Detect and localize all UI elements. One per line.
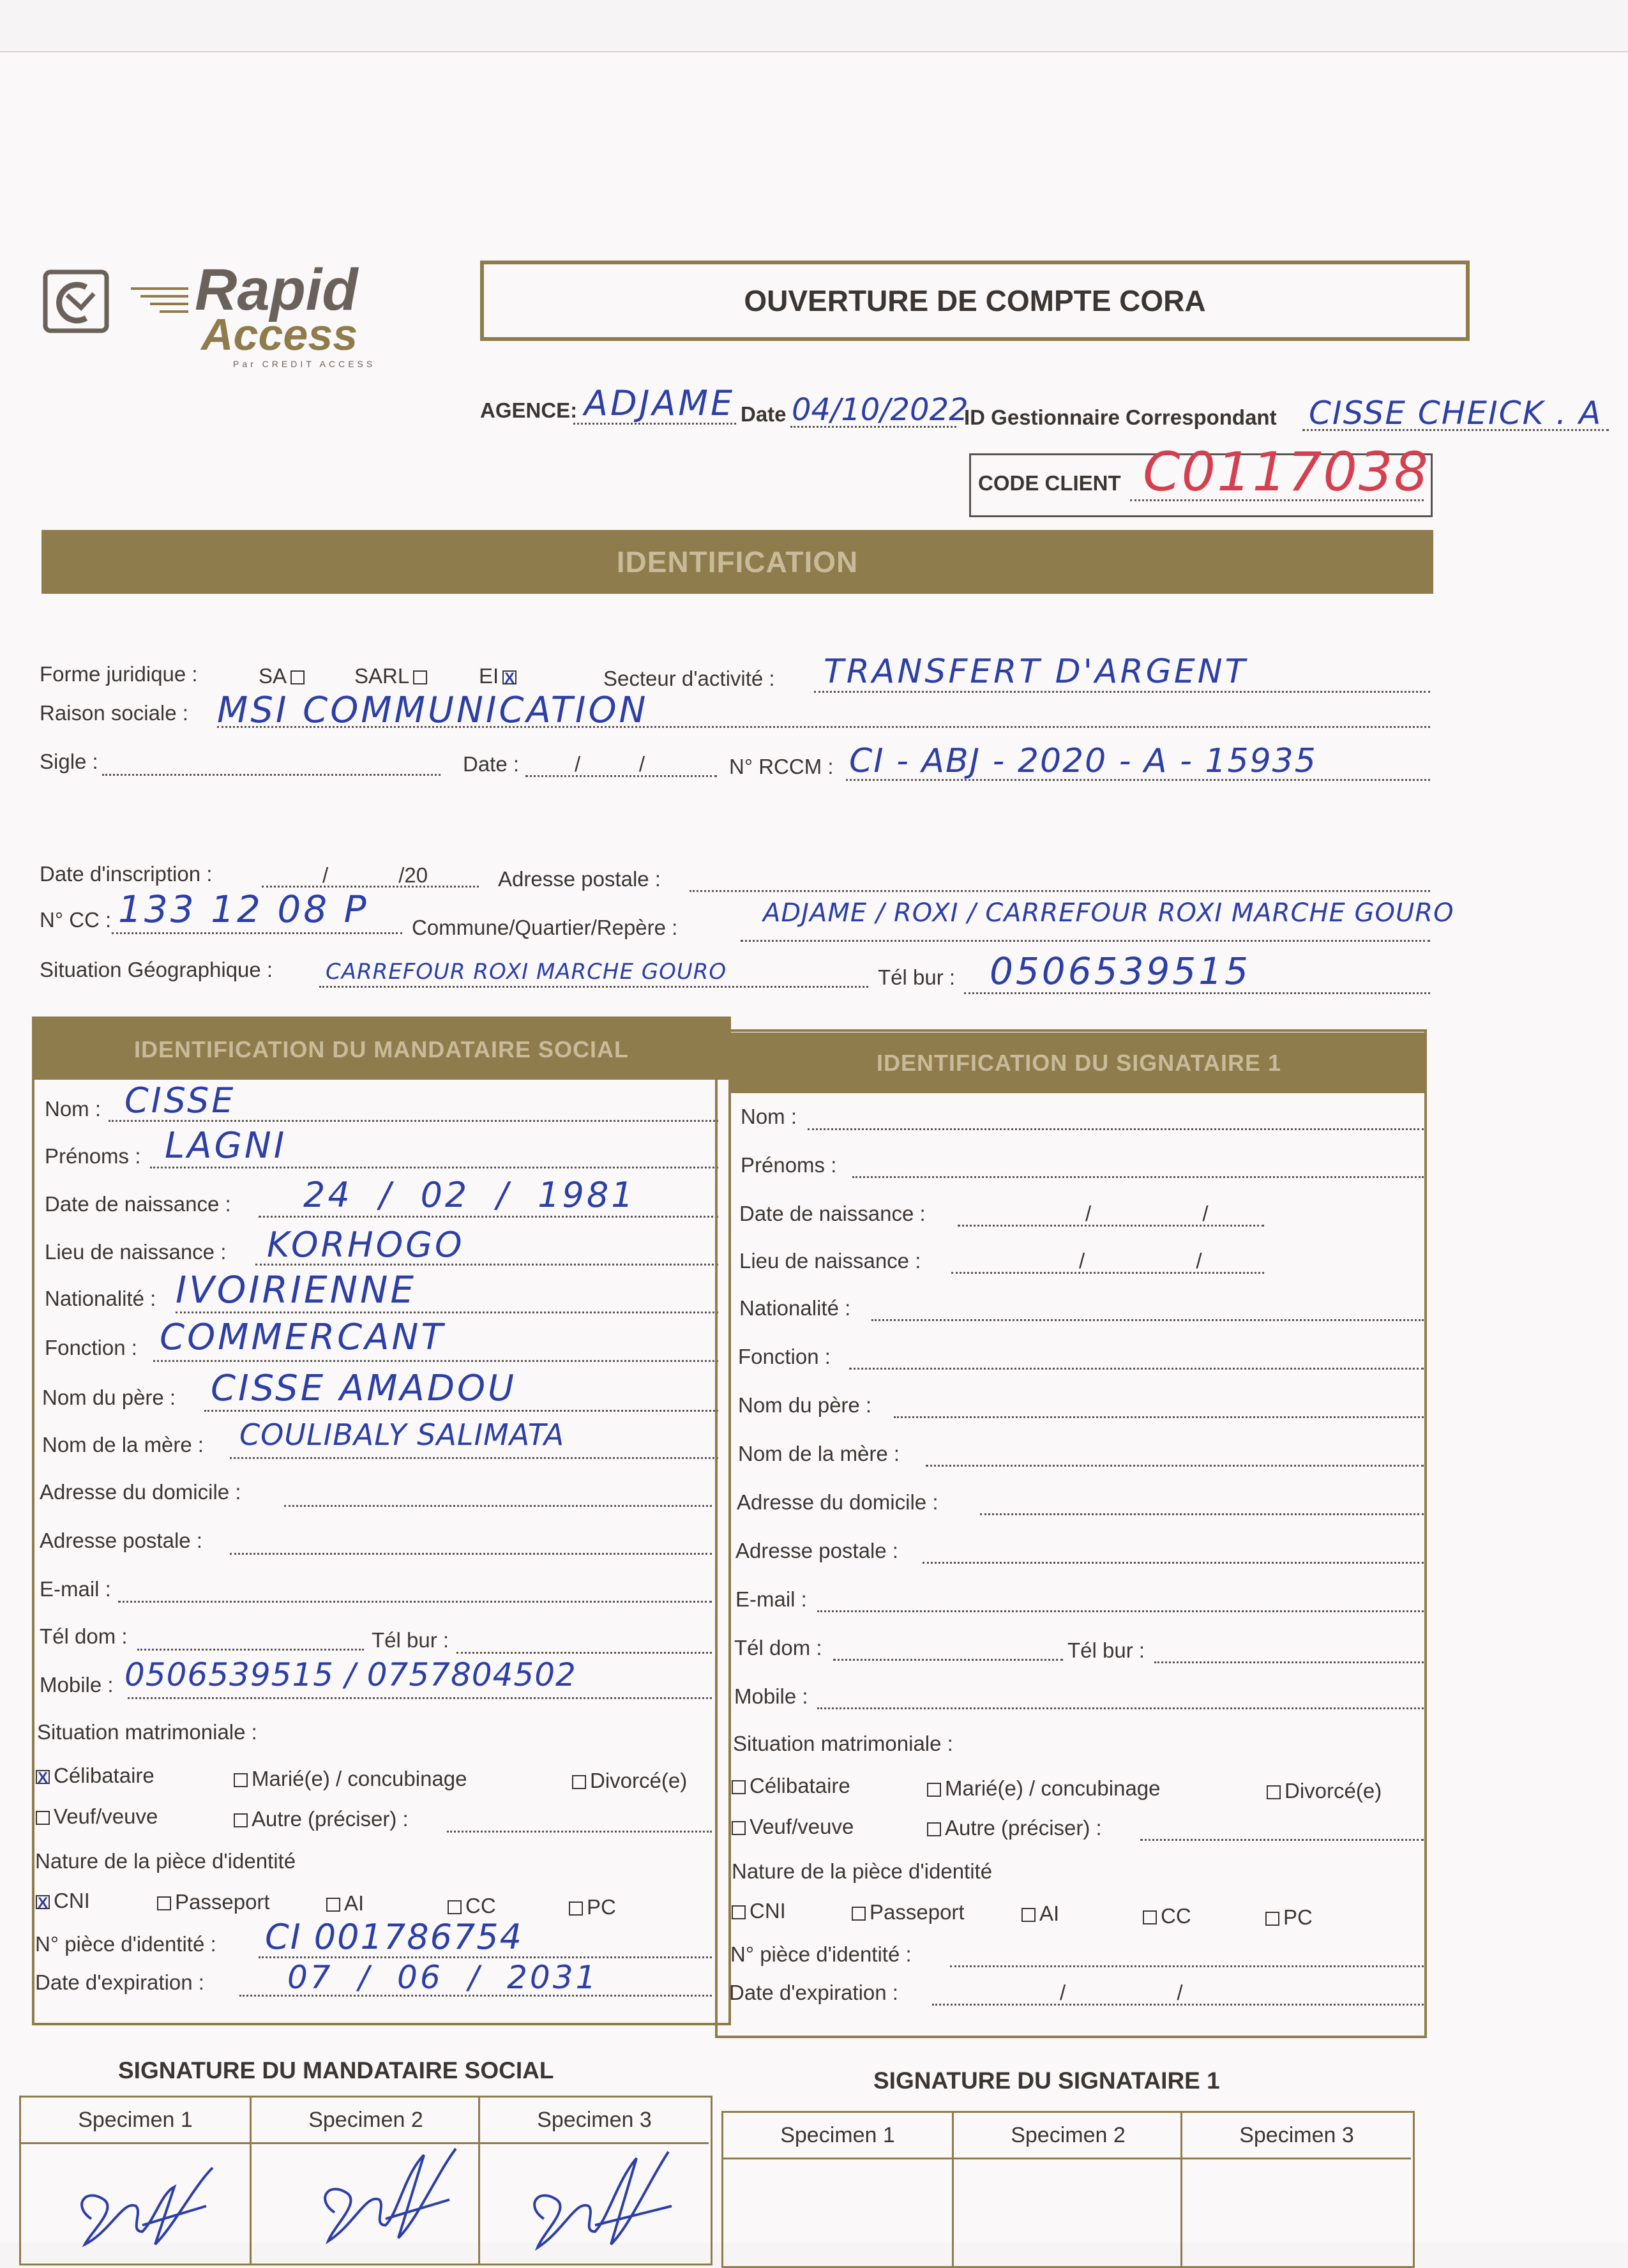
s-opt-ai[interactable] — [1018, 1901, 1059, 1926]
m-prenoms-value[interactable]: LAGNI — [165, 1125, 287, 1167]
cc-value[interactable]: 133 12 08 P — [118, 888, 369, 931]
m-num-piece-label: N° pièce d'identité : — [35, 1932, 216, 1956]
option-sarl-label: SARL — [354, 664, 410, 688]
gestionnaire-value[interactable]: CISSE CHEICK . A — [1309, 395, 1602, 432]
code-client-label: CODE CLIENT — [978, 471, 1121, 495]
s-opt-celibataire[interactable] — [728, 1774, 850, 1798]
s-checkbox-ai[interactable] — [1021, 1908, 1036, 1922]
tel-bur-value[interactable]: 0506539515 — [990, 949, 1251, 993]
m-mobile-value[interactable]: 0506539515 / 0757804502 — [124, 1656, 577, 1693]
s-pere-label: Nom du père : — [738, 1393, 872, 1417]
m-checkbox-ai[interactable] — [326, 1898, 340, 1912]
m-opt-cc[interactable] — [444, 1894, 496, 1918]
s-celibataire-label: Célibataire — [750, 1774, 850, 1797]
raison-sociale-label: Raison sociale : — [40, 701, 188, 725]
m-fonction-label: Fonction : — [45, 1336, 137, 1359]
m-matrimoniale-label: Situation matrimoniale : — [37, 1720, 257, 1744]
s-autre-label: Autre (préciser) : — [945, 1816, 1102, 1840]
option-sa-label: SA — [259, 664, 287, 688]
m-checkbox-cni[interactable]: X — [36, 1895, 50, 1909]
s-opt-cc[interactable] — [1139, 1904, 1191, 1928]
sigle-label: Sigle : — [40, 750, 98, 773]
secteur-label: Secteur d'activité : — [603, 667, 775, 690]
m-opt-divorce[interactable] — [568, 1769, 687, 1793]
s-piece-label: Nature de la pièce d'identité — [732, 1859, 993, 1883]
m-opt-autre[interactable] — [230, 1807, 409, 1831]
s-naissance-label: Date de naissance : — [739, 1202, 926, 1225]
s-cc-label: CC — [1161, 1904, 1191, 1928]
s-specimen-1-header: Specimen 1 — [723, 2113, 952, 2159]
date-inscription-label: Date d'inscription : — [40, 862, 213, 886]
m-specimen-2[interactable] — [250, 2098, 480, 2264]
m-naissance-value[interactable]: 24 / 02 / 1981 — [303, 1175, 636, 1215]
s-expiration-sep: / / — [1060, 1981, 1183, 2004]
brand-name-line2: Access — [201, 310, 358, 359]
forme-juridique-label: Forme juridique : — [40, 662, 198, 686]
m-email-label: E-mail : — [40, 1577, 111, 1601]
m-mobile-label: Mobile : — [40, 1673, 114, 1697]
checkbox-sa[interactable] — [290, 670, 305, 684]
rccm-value[interactable]: CI - ABJ - 2020 - A - 15935 — [849, 742, 1317, 780]
s-checkbox-divorce[interactable] — [1267, 1785, 1281, 1799]
m-expiration-label: Date d'expiration : — [35, 1970, 204, 1994]
s-pc-label: PC — [1283, 1905, 1313, 1929]
mandataire-specimen-table — [19, 2096, 712, 2265]
m-celibataire-label: Célibataire — [54, 1764, 155, 1787]
m-nationalite-value[interactable]: IVOIRIENNE — [176, 1268, 417, 1312]
m-specimen-2-header: Specimen 2 — [252, 2098, 480, 2144]
m-checkbox-marie[interactable] — [234, 1773, 248, 1787]
m-checkbox-pc[interactable] — [569, 1901, 583, 1916]
s-teldom-label: Tél dom : — [734, 1636, 822, 1659]
s-specimen-2[interactable] — [952, 2113, 1182, 2266]
m-lieu-value[interactable]: KORHOGO — [267, 1225, 465, 1265]
m-mere-label: Nom de la mère : — [42, 1433, 204, 1456]
raison-sociale-value[interactable]: MSI COMMUNICATION — [217, 690, 649, 731]
signataire-specimen-table — [721, 2111, 1415, 2268]
s-opt-autre[interactable] — [923, 1816, 1102, 1840]
date-rs-separators: / / — [575, 752, 645, 776]
s-expiration-label: Date d'expiration : — [729, 1981, 898, 2004]
m-checkbox-cc[interactable] — [448, 1900, 462, 1914]
m-specimen-3-header: Specimen 3 — [480, 2098, 709, 2144]
m-checkbox-veuf[interactable] — [36, 1811, 50, 1825]
s-lieu-label: Lieu de naissance : — [739, 1249, 921, 1273]
m-postale-label: Adresse postale : — [40, 1529, 202, 1552]
s-opt-pc[interactable] — [1262, 1905, 1313, 1930]
m-opt-veuf[interactable] — [32, 1804, 158, 1829]
brand-name-line1: Rapid — [195, 257, 358, 322]
identification-band-title: IDENTIFICATION — [616, 545, 859, 578]
signature-2-drawing — [277, 2136, 469, 2257]
m-num-piece-value[interactable]: CI 001786754 — [265, 1917, 524, 1957]
s-specimen-3-header: Specimen 3 — [1182, 2113, 1411, 2159]
s-ai-label: AI — [1039, 1901, 1060, 1925]
m-prenoms-label: Prénoms : — [45, 1144, 141, 1168]
s-mobile-label: Mobile : — [734, 1684, 808, 1708]
form-page — [0, 51, 1628, 2242]
m-marie-label: Marié(e) / concubinage — [252, 1767, 467, 1790]
agence-label: AGENCE: — [480, 398, 578, 422]
m-opt-pc[interactable] — [565, 1895, 616, 1919]
s-checkbox-marie[interactable] — [927, 1783, 941, 1797]
m-naissance-label: Date de naissance : — [45, 1192, 231, 1216]
m-pere-label: Nom du père : — [42, 1386, 176, 1409]
m-specimen-1-header: Specimen 1 — [21, 2098, 250, 2144]
m-pc-label: PC — [587, 1895, 616, 1919]
s-num-piece-label: N° pièce d'identité : — [730, 1942, 912, 1966]
cc-label: N° CC : — [40, 908, 112, 932]
m-fonction-value[interactable]: COMMERCANT — [160, 1317, 446, 1358]
m-teldom-label: Tél dom : — [40, 1624, 128, 1648]
m-cc-label: CC — [465, 1894, 496, 1917]
title-box — [480, 261, 1470, 341]
mandataire-band-title: IDENTIFICATION DU MANDATAIRE SOCIAL — [134, 1036, 629, 1062]
s-marie-label: Marié(e) / concubinage — [945, 1776, 1161, 1800]
s-opt-passeport[interactable] — [848, 1900, 965, 1924]
s-nom-label: Nom : — [741, 1105, 797, 1128]
m-specimen-3[interactable] — [478, 2098, 709, 2264]
m-mere-value[interactable]: COULIBALY SALIMATA — [239, 1418, 565, 1452]
m-ai-label: AI — [344, 1891, 365, 1915]
m-checkbox-divorce[interactable] — [572, 1775, 586, 1789]
s-specimen-1[interactable] — [723, 2113, 952, 2266]
s-domicile-label: Adresse du domicile : — [737, 1490, 938, 1514]
date-label: Date — [741, 402, 787, 426]
signataire-band-title: IDENTIFICATION DU SIGNATAIRE 1 — [876, 1050, 1281, 1076]
s-naissance-sep: / / — [1085, 1202, 1209, 1225]
option-ei[interactable] — [479, 664, 520, 688]
secteur-value[interactable]: TRANSFERT D'ARGENT — [824, 653, 1248, 691]
checkbox-sarl[interactable] — [413, 670, 427, 684]
brand-tagline: Par CREDIT ACCESS — [233, 359, 376, 369]
s-matrimoniale-label: Situation matrimoniale : — [733, 1732, 953, 1755]
commune-value[interactable]: ADJAME / ROXI / CARREFOUR ROXI MARCHE GOURO — [763, 898, 1454, 928]
m-autre-label: Autre (préciser) : — [252, 1807, 409, 1831]
s-checkbox-pc[interactable] — [1265, 1912, 1279, 1926]
m-opt-passeport[interactable] — [153, 1890, 270, 1914]
s-opt-divorce[interactable] — [1263, 1779, 1382, 1803]
s-cni-label: CNI — [750, 1899, 786, 1923]
rapid-access-logo — [41, 257, 399, 372]
m-domicile-label: Adresse du domicile : — [40, 1480, 241, 1504]
m-divorce-label: Divorcé(e) — [590, 1769, 688, 1792]
commune-label: Commune/Quartier/Repère : — [412, 916, 678, 939]
s-fonction-label: Fonction : — [738, 1345, 831, 1368]
m-expiration-value[interactable]: 07 / 06 / 2031 — [287, 1959, 599, 1996]
s-checkbox-autre[interactable] — [927, 1822, 941, 1836]
s-prenoms-label: Prénoms : — [741, 1153, 837, 1177]
s-nationalite-label: Nationalité : — [739, 1296, 851, 1320]
s-veuf-label: Veuf/veuve — [750, 1815, 854, 1838]
s-opt-veuf[interactable] — [728, 1815, 854, 1839]
s-checkbox-passeport[interactable] — [852, 1907, 866, 1921]
tel-bur-label: Tél bur : — [878, 965, 956, 989]
m-piece-label: Nature de la pièce d'identité — [35, 1849, 296, 1873]
s-opt-cni[interactable] — [728, 1899, 786, 1923]
signature-mandataire-title: SIGNATURE DU MANDATAIRE SOCIAL — [118, 2057, 554, 2083]
s-opt-marie[interactable] — [923, 1776, 1161, 1801]
s-divorce-label: Divorcé(e) — [1285, 1779, 1382, 1803]
adresse-postale-label: Adresse postale : — [498, 867, 661, 891]
m-checkbox-celibataire[interactable]: X — [36, 1770, 50, 1784]
mandataire-band — [34, 1019, 728, 1080]
signataire-panel — [715, 1029, 1427, 2038]
m-opt-celibataire[interactable] — [32, 1764, 155, 1788]
s-email-label: E-mail : — [735, 1587, 807, 1611]
m-cni-label: CNI — [54, 1889, 90, 1912]
option-ei-label: EI — [479, 664, 499, 688]
s-checkbox-celibataire[interactable] — [732, 1780, 746, 1794]
m-checkbox-passeport[interactable] — [157, 1896, 171, 1910]
option-sa[interactable] — [259, 664, 308, 688]
document-title: OUVERTURE DE COMPTE CORA — [744, 284, 1206, 317]
s-checkbox-cni[interactable] — [732, 1905, 746, 1919]
s-checkbox-cc[interactable] — [1143, 1910, 1157, 1924]
gestionnaire-label: ID Gestionnaire Correspondant — [964, 405, 1277, 429]
agence-value[interactable]: ADJAME — [584, 383, 735, 423]
code-client-value[interactable]: C0117038 — [1143, 441, 1429, 503]
option-sarl[interactable] — [354, 664, 431, 688]
m-pere-value[interactable]: CISSE AMADOU — [211, 1368, 517, 1409]
checkbox-ei[interactable]: X — [502, 670, 516, 684]
s-postale-label: Adresse postale : — [735, 1539, 898, 1562]
s-checkbox-veuf[interactable] — [732, 1821, 746, 1835]
s-specimen-3[interactable] — [1180, 2113, 1411, 2266]
m-specimen-1[interactable] — [21, 2098, 250, 2264]
s-telbur-label: Tél bur : — [1067, 1638, 1145, 1662]
m-nom-label: Nom : — [45, 1097, 102, 1121]
m-veuf-label: Veuf/veuve — [54, 1804, 158, 1828]
s-mere-label: Nom de la mère : — [738, 1442, 900, 1465]
m-opt-ai[interactable] — [322, 1891, 364, 1916]
situation-geo-value[interactable]: CARREFOUR ROXI MARCHE GOURO — [326, 959, 727, 985]
date-inscription-value: / /20 — [322, 863, 428, 887]
identification-band — [41, 530, 1433, 594]
date-value[interactable]: 04/10/2022 — [792, 392, 969, 428]
s-lieu-sep: / / — [1079, 1249, 1202, 1273]
m-nom-value[interactable]: CISSE — [124, 1080, 236, 1121]
m-opt-marie[interactable] — [230, 1767, 467, 1791]
signature-3-drawing — [493, 2136, 684, 2257]
m-passeport-label: Passeport — [175, 1890, 270, 1914]
rccm-label: N° RCCM : — [729, 755, 834, 778]
m-checkbox-autre[interactable] — [234, 1813, 248, 1827]
m-nationalite-label: Nationalité : — [45, 1287, 156, 1310]
s-passeport-label: Passeport — [870, 1900, 965, 1924]
m-telbur-label: Tél bur : — [372, 1628, 449, 1652]
m-opt-cni[interactable] — [32, 1889, 90, 1913]
s-specimen-2-header: Specimen 2 — [954, 2113, 1182, 2159]
m-lieu-label: Lieu de naissance : — [45, 1240, 227, 1264]
situation-geo-label: Situation Géographique : — [40, 958, 273, 981]
signature-signataire-title: SIGNATURE DU SIGNATAIRE 1 — [873, 2068, 1220, 2094]
date-rs-label: Date : — [463, 752, 520, 776]
signataire-band — [731, 1032, 1427, 1093]
